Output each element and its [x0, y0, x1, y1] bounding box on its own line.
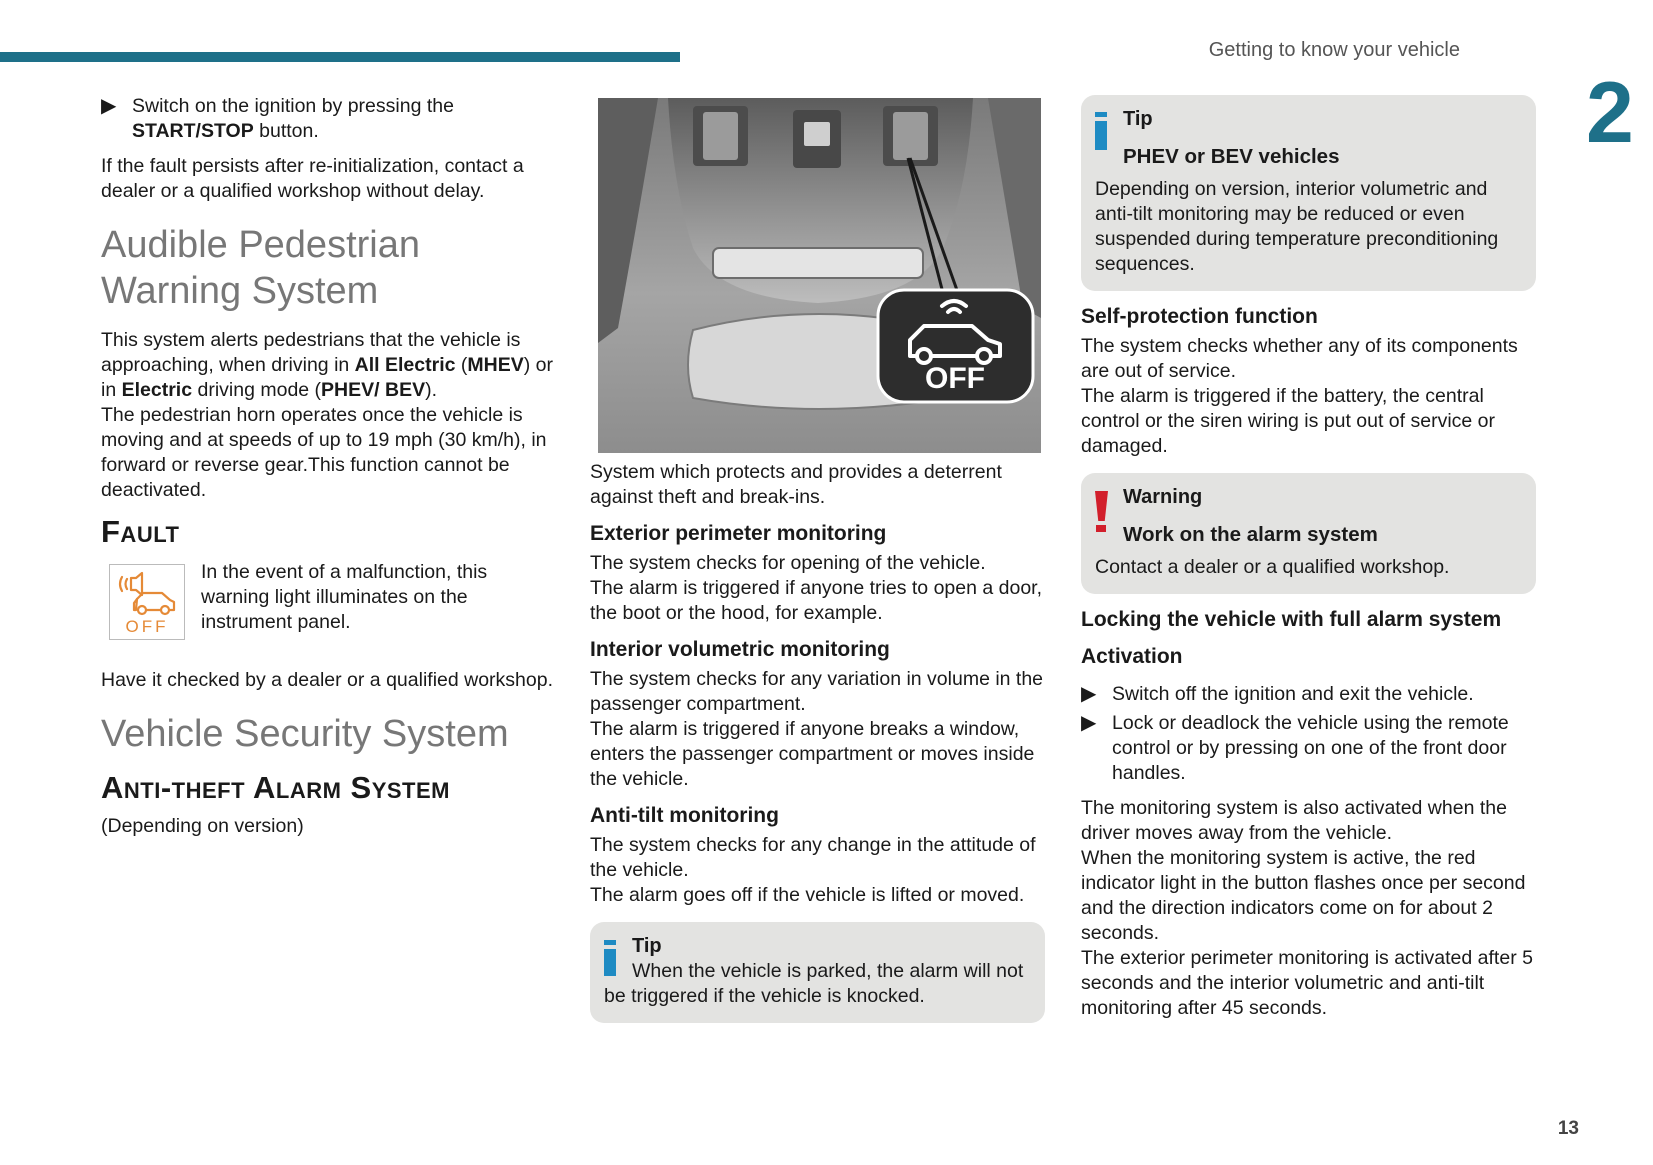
fault-row — [101, 560, 566, 640]
info-icon — [1095, 112, 1109, 150]
exterior-monitoring-heading: Exterior perimeter monitoring — [590, 522, 887, 545]
fault-heading: Fault — [101, 514, 180, 549]
header-accent-bar — [0, 52, 680, 62]
warning-text: Contact a dealer or a qualified workshop. — [1095, 556, 1450, 578]
tip-label: Tip — [632, 935, 662, 957]
bullet-ignition: ▶ Switch on the ignition by pressing the START/STOP button. — [101, 95, 454, 142]
middle-column — [590, 460, 1045, 1023]
parked-tip-text: When the vehicle is parked, the alarm will not be triggered if the vehicle is knocked. — [604, 960, 1024, 1007]
exterior-monitoring-text-1: The system checks for opening of the vehicle. — [590, 552, 986, 574]
self-protection-text-1: The system checks whether any of its components are out of service. — [1081, 335, 1518, 382]
activation-heading: Activation — [1081, 645, 1183, 668]
info-icon — [604, 940, 618, 976]
start-stop-label: START/STOP — [132, 120, 254, 142]
bullet-arrow-icon: ▶ — [101, 95, 117, 117]
exclamation-warning-icon — [1095, 491, 1109, 532]
activation-para-1: The monitoring system is also activated when the driver moves away from the vehicle. — [1081, 797, 1507, 844]
locking-heading: Locking the vehicle with full alarm system — [1081, 608, 1502, 631]
anti-tilt-text-1: The system checks for any change in the attitude of the vehicle. — [590, 834, 1036, 881]
self-protection-text-2: The alarm is triggered if the battery, the central control or the siren wiring is put out of service or damaged. — [1081, 385, 1496, 457]
bullet-arrow-icon: ▶ — [1081, 712, 1097, 734]
apws-title: Audible Pedestrian Warning System — [101, 224, 420, 312]
chapter-number: 2 — [1586, 65, 1634, 161]
tip-label: Tip — [1123, 108, 1153, 130]
activation-para-2: When the monitoring system is active, the red indicator light in the button flashes once per second and the direction indicators come on for about 2 seconds. — [1081, 847, 1526, 944]
tip-subtitle: PHEV or BEV vehicles — [1123, 145, 1340, 168]
interior-monitoring-text-2: The alarm is triggered if anyone breaks a window, enters the passenger compartment or moves inside the vehicle. — [590, 718, 1035, 790]
svg-text:OFF: OFF — [925, 362, 985, 395]
bullet-switch-off: ▶ Switch off the ignition and exit the vehicle. — [1081, 683, 1474, 705]
fault-description: In the event of a malfunction, this warning light illuminates on the instrument panel. — [201, 561, 488, 633]
phev-tip-box — [1081, 95, 1536, 291]
chapter-title: Getting to know your vehicle — [1208, 39, 1460, 61]
interior-monitoring-heading: Interior volumetric monitoring — [590, 638, 890, 661]
depending-text: (Depending on version) — [101, 815, 304, 837]
page-number: 13 — [1557, 1118, 1579, 1139]
warning-label: Warning — [1123, 486, 1203, 508]
pedestrian-alert-off-warning-icon — [109, 564, 185, 640]
system-intro: System which protects and provides a deterrent against theft and break-ins. — [590, 461, 1002, 508]
phev-tip-text: Depending on version, interior volumetric and anti-tilt monitoring may be reduced or even suspended during temperature preconditioning sequences. — [1095, 178, 1499, 275]
anti-tilt-heading: Anti-tilt monitoring — [590, 804, 779, 827]
bullet-lock: ▶ Lock or deadlock the vehicle using the remote control or by pressing on one of the front door handles. — [1081, 712, 1509, 784]
warning-subtitle: Work on the alarm system — [1123, 523, 1378, 546]
interior-monitoring-text-1: The system checks for any variation in volume in the passenger compartment. — [590, 668, 1044, 715]
apws-paragraph-1: This system alerts pedestrians that the vehicle is approaching, when driving in All Electric (MHEV) or in Electric driving mode (PHEV/ BEV). — [101, 329, 553, 401]
alarm-heading: Anti-theft Alarm System — [101, 770, 450, 805]
activation-para-3: The exterior perimeter monitoring is activated after 5 seconds and the interior volumetric and anti-tilt monitoring after 45 seconds. — [1081, 947, 1533, 1019]
anti-tilt-text-2: The alarm goes off if the vehicle is lifted or moved. — [590, 884, 1025, 906]
apws-paragraph-2: The pedestrian horn operates once the vehicle is moving and at speeds of up to 19 mph (30 km/h), in forward or reverse gear.This function cannot be deactivated. — [101, 404, 547, 501]
have-checked-text: Have it checked by a dealer or a qualified workshop. — [101, 669, 554, 691]
interior-alarm-button-photo — [598, 98, 1041, 453]
fault-persists-text: If the fault persists after re-initialization, contact a dealer or a qualified workshop without delay. — [101, 155, 524, 202]
warning-box — [1081, 473, 1536, 594]
bullet-arrow-icon: ▶ — [1081, 683, 1097, 705]
left-column — [101, 94, 566, 839]
svg-text:OFF: OFF — [125, 617, 169, 636]
parked-tip-box — [590, 922, 1045, 1023]
exterior-monitoring-text-2: The alarm is triggered if anyone tries to open a door, the boot or the hood, for example. — [590, 577, 1043, 624]
right-column — [1081, 95, 1536, 1021]
vss-title: Vehicle Security System — [101, 713, 509, 755]
self-protection-heading: Self-protection function — [1081, 305, 1318, 328]
